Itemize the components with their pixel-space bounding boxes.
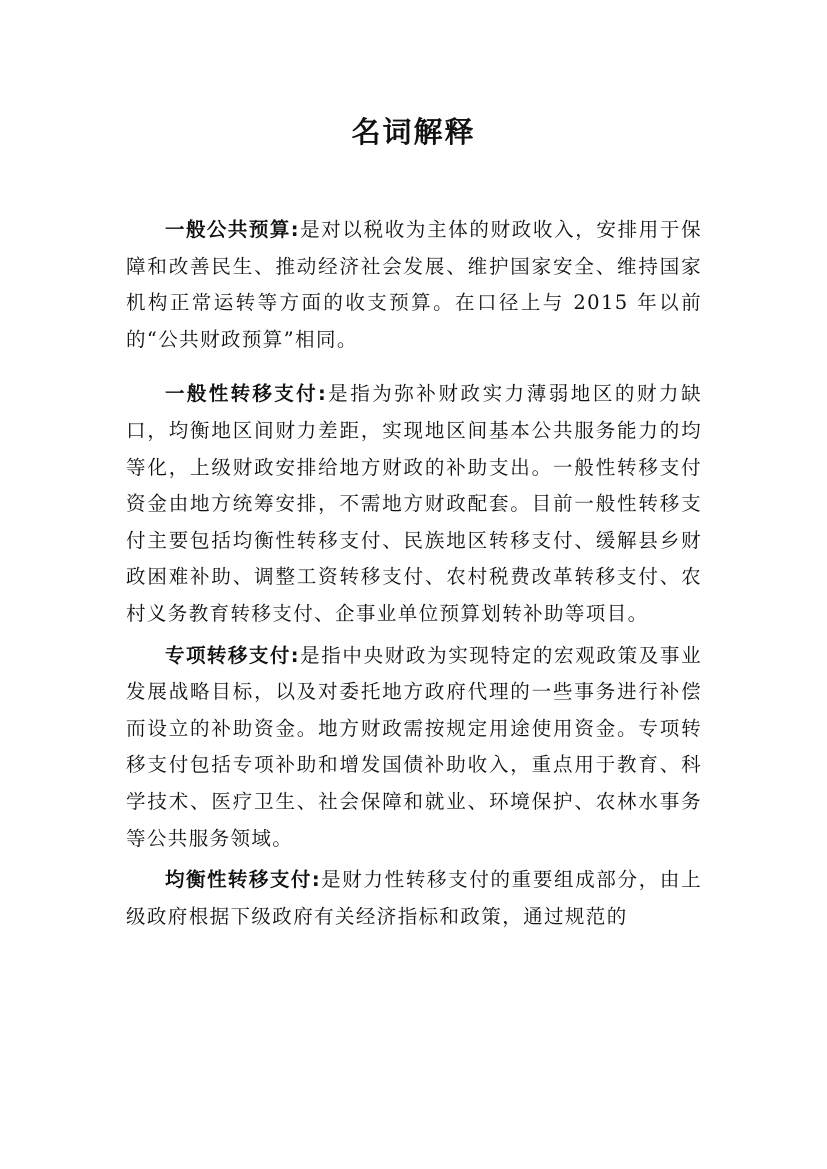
entry-definition: 是对以税收为主体的财政收入，安排用于保障和改善民生、推动经济社会发展、维护国家安全、维持国家机构正常运转等方面的收支预算。在口径上与 2015 年以前的“公共财政预算”相同。 [126, 218, 702, 351]
entry-general-public-budget [126, 212, 702, 358]
entry-definition: 是财力性转移支付的重要组成部分，由上级政府根据下级政府有关经济指标和政策，通过规范的 [126, 868, 702, 928]
entry-term: 专项转移支付: [165, 643, 300, 667]
entry-term: 一般公共预算: [165, 218, 300, 241]
entry-term: 均衡性转移支付: [165, 868, 321, 892]
entry-definition: 是指中央财政为实现特定的宏观政策及事业发展战略目标，以及对委托地方政府代理的一些事务进行补偿而设立的补助资金。地方财政需按规定用途使用资金。专项转移支付包括专项补助和增发国债补助收入，重点用于教育、科学技术、医疗卫生、社会保障和就业、环境保护、农林水事务等公共服务领域。 [126, 643, 702, 850]
entry-definition: 是指为弥补财政实力薄弱地区的财力缺口，均衡地区间财力差距，实现地区间基本公共服务能力的均等化，上级财政安排给地方财政的补助支出。一般性转移支付资金由地方统筹安排，不需地方财政配套。目前一般性转移支付主要包括均衡性转移支付、民族地区转移支付、缓解县乡财政困难补助、调整工资转移支付、农村税费改革转移支付、农村义务教育转移支付、企事业单位预算划转补助等项目。 [126, 382, 702, 625]
entry-general-transfer-payment [126, 376, 702, 632]
entry-term: 一般性转移支付: [165, 382, 328, 406]
page-title: 名词解释 [351, 115, 476, 149]
document-body [126, 212, 702, 936]
entry-special-transfer-payment [126, 638, 702, 858]
entry-equalization-transfer-payment [126, 862, 702, 935]
